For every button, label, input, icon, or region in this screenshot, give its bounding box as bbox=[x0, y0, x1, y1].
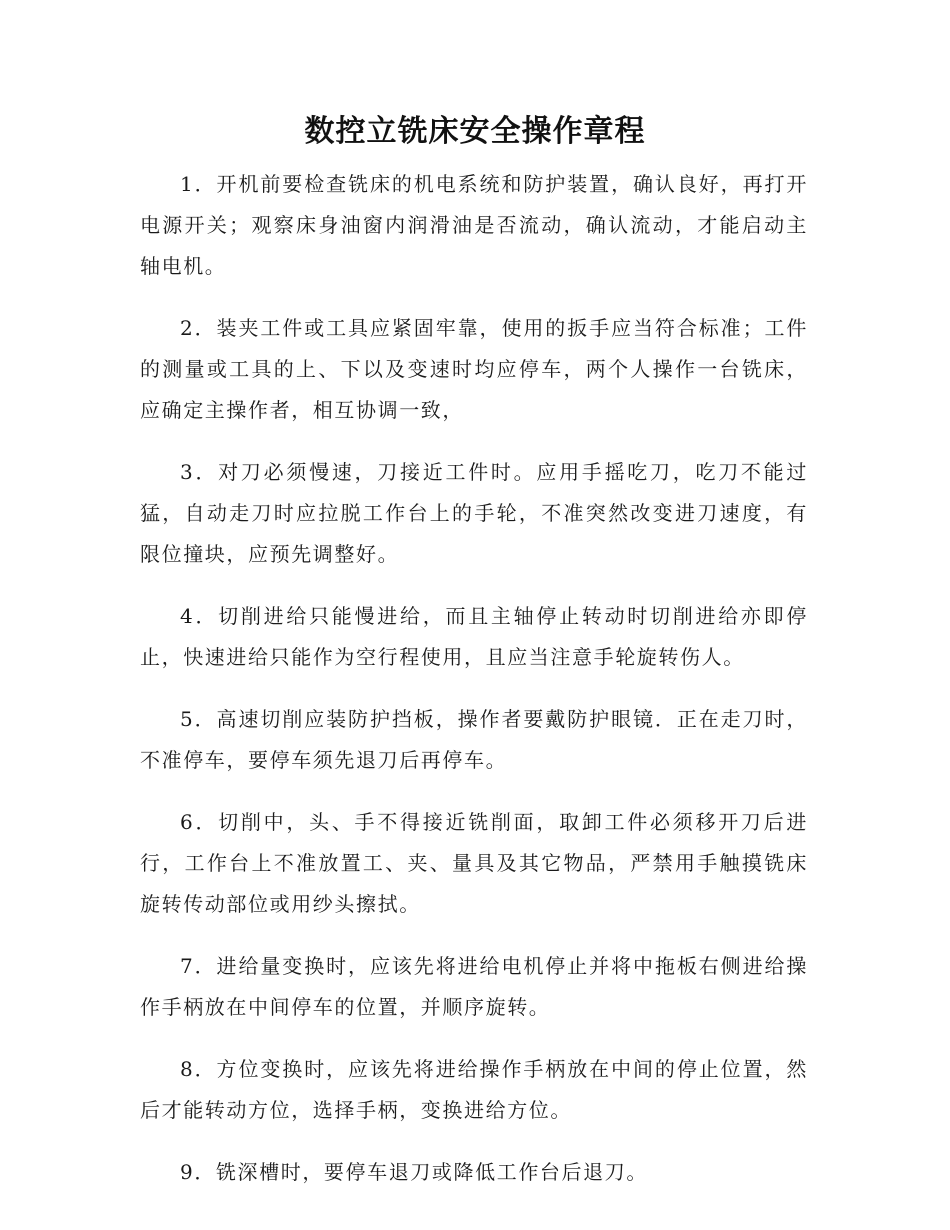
paragraph-4: 4．切削进给只能慢进给，而且主轴停止转动时切削进给亦即停止，快速进给只能作为空行程使用，且应当注意手轮旋转伤人。 bbox=[140, 604, 808, 669]
paragraph-8: 8．方位变换时，应该先将进给操作手柄放在中间的停止位置，然后才能转动方位，选择手柄，变换进给方位。 bbox=[140, 1057, 808, 1122]
document-body bbox=[140, 164, 808, 1214]
paragraph-5: 5．高速切削应装防护挡板，操作者要戴防护眼镜．正在走刀时，不准停车，要停车须先退刀后再停车。 bbox=[140, 707, 808, 772]
paragraph-9: 9．铣深槽时，要停车退刀或降低工作台后退刀。 bbox=[180, 1160, 648, 1184]
paragraph-7: 7．进给量变换时，应该先将进给电机停止并将中拖板右侧进给操作手柄放在中间停车的位置，并顺序旋转。 bbox=[140, 954, 808, 1019]
paragraph-1: 1．开机前要检查铣床的机电系统和防护装置，确认良好，再打开电源开关；观察床身油窗内润滑油是否流动，确认流动，才能启动主轴电机。 bbox=[140, 172, 808, 278]
paragraph-3: 3．对刀必须慢速，刀接近工件时。应用手摇吃刀，吃刀不能过猛，自动走刀时应拉脱工作台上的手轮，不准突然改变进刀速度，有限位撞块，应预先调整好。 bbox=[140, 460, 808, 566]
paragraph-2: 2．装夹工件或工具应紧固牢靠，使用的扳手应当符合标准；工件的测量或工具的上、下以及变速时均应停车，两个人操作一台铣床，应确定主操作者，相互协调一致， bbox=[140, 316, 808, 422]
document-title: 数控立铣床安全操作章程 bbox=[304, 114, 646, 149]
paragraph-6: 6．切削中，头、手不得接近铣削面，取卸工件必须移开刀后进行，工作台上不准放置工、夹、量具及其它物品，严禁用手触摸铣床旋转传动部位或用纱头擦拭。 bbox=[140, 810, 808, 916]
